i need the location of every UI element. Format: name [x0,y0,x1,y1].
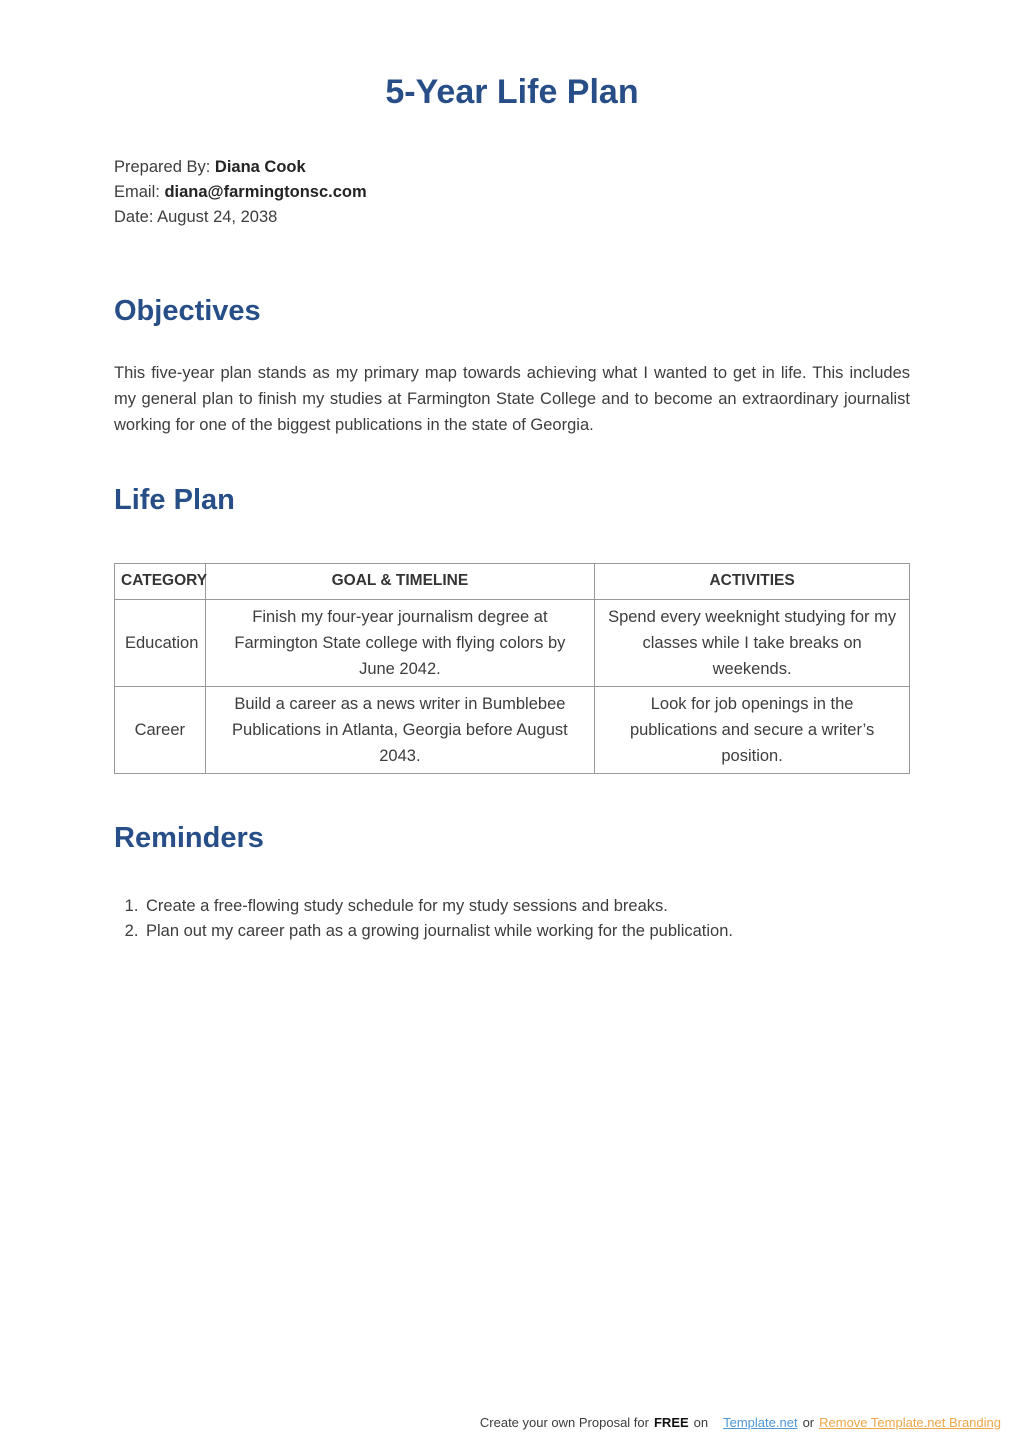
table-row [115,599,910,686]
life-plan-heading: Life Plan [114,483,235,516]
remove-branding-link[interactable]: Remove Template.net Branding [819,1415,1001,1430]
email-line [114,180,910,205]
reminders-list [114,894,910,944]
header-activities: ACTIVITIES [595,563,910,599]
footer-free-text: FREE [653,1415,689,1430]
email-value: diana@farmingtonsc.com [164,182,367,201]
document-meta [114,155,910,230]
reminders-heading: Reminders [114,821,264,854]
footer-or-text: or [802,1415,815,1430]
header-category: CATEGORY [115,563,206,599]
template-net-link[interactable]: Template.net [723,1415,798,1430]
category-cell: Career [115,686,206,773]
objectives-paragraph: This five-year plan stands as my primary map towards achieving what I wanted to get in life. This includes my general plan to finish my studies at Farmington State College and to become an extraordinary journalist working for one of the biggest publications in the state of Georgia. [114,363,910,434]
prepared-by-label: Prepared By: [114,157,211,176]
footer-on-text: on [693,1415,709,1430]
prepared-by-value: Diana Cook [214,157,306,176]
footer-text: Create your own Proposal for [479,1415,649,1430]
category-cell: Education [115,599,206,686]
branding-footer [480,1415,1001,1430]
header-goal-timeline: GOAL & TIMELINE [205,563,595,599]
goal-cell: Finish my four-year journalism degree at Farmington State college with flying colors by June 2042. [205,599,595,686]
date-line [114,205,910,230]
table-row [115,686,910,773]
activities-cell: Spend every weeknight studying for my classes while I take breaks on weekends. [595,599,910,686]
document-title: 5-Year Life Plan [385,73,639,111]
email-label: Email: [114,182,160,201]
list-item: 2. Plan out my career path as a growing journalist while working for the publication. [143,919,910,944]
goal-cell: Build a career as a news writer in Bumblebee Publications in Atlanta, Georgia before August 2043. [205,686,595,773]
list-item: 1. Create a free-flowing study schedule for my study sessions and breaks. [143,894,910,919]
prepared-by-line [114,155,910,180]
date-label: Date: [114,207,154,226]
objectives-heading: Objectives [114,294,261,327]
date-value: August 24, 2038 [157,207,278,226]
life-plan-table [114,563,910,774]
table-header-row [115,563,910,599]
activities-cell: Look for job openings in the publications and secure a writer’s position. [595,686,910,773]
